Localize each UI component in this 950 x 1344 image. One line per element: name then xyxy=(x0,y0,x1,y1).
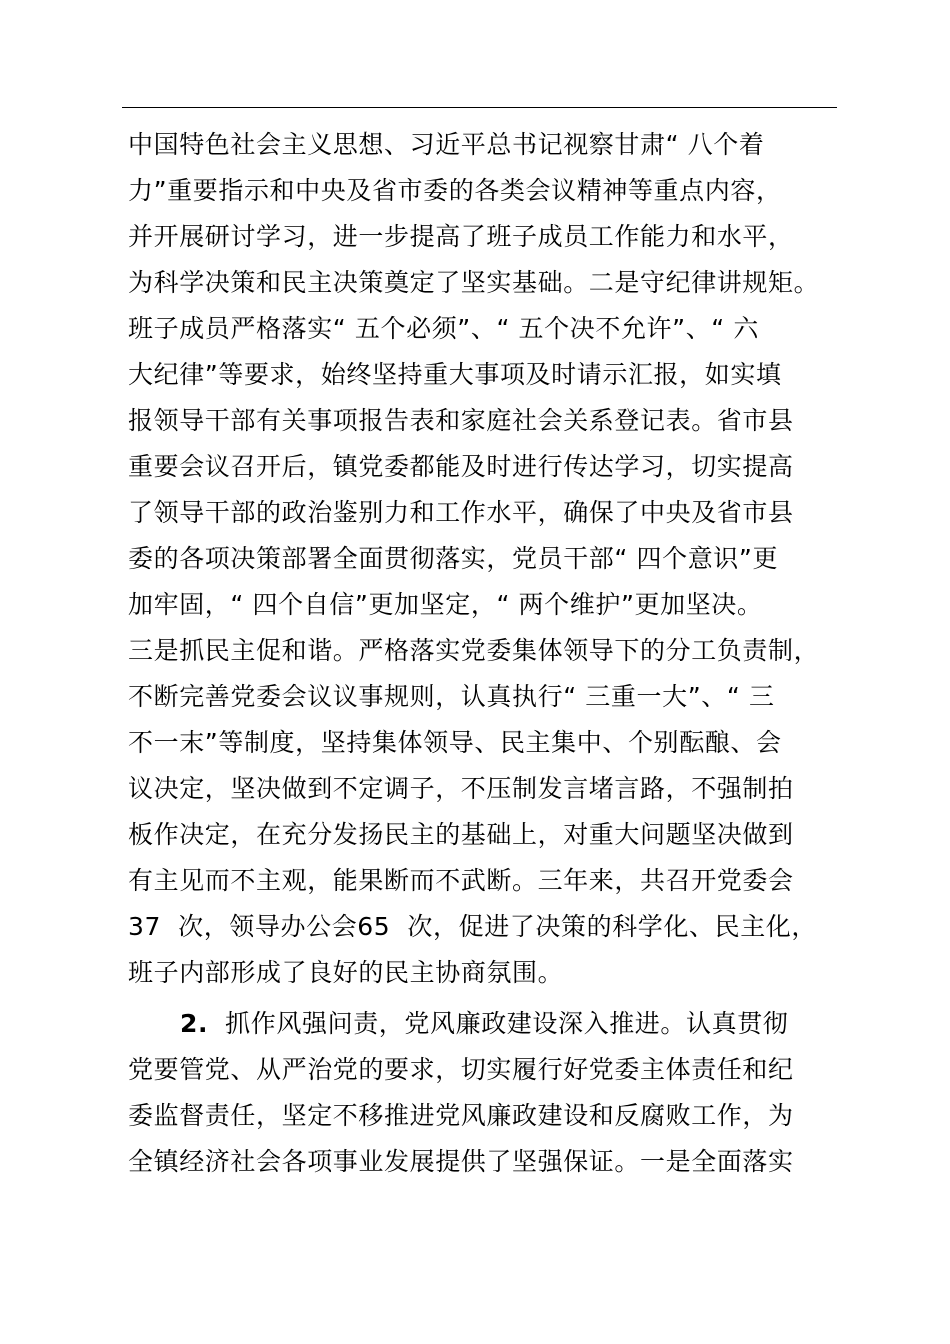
paragraph-1 xyxy=(128,126,840,1000)
text-line: 加牢固，“ 四个自信”更加坚定，“ 两个维护”更加坚决。 xyxy=(128,590,763,619)
text-line: 为科学决策和民主决策奠定了坚实基础。二是守纪律讲规矩。 xyxy=(128,268,820,297)
text-line: 不断完善党委会议议事规则，认真执行“ 三重一大”、“ 三 xyxy=(128,682,775,711)
section-number: 2. xyxy=(180,1009,209,1038)
paragraph-2 xyxy=(128,1005,840,1189)
text-line: 不一末”等制度，坚持集体领导、民主集中、个别酝酿、会 xyxy=(128,728,782,757)
text-line: 大纪律”等要求，始终坚持重大事项及时请示汇报，如实填 xyxy=(128,360,782,389)
text-line: 37 次，领导办公会65 次，促进了决策的科学化、民主化， xyxy=(128,912,818,941)
text-line: 报领导干部有关事项报告表和家庭社会关系登记表。省市县 xyxy=(128,406,794,435)
text-line: 委监督责任，坚定不移推进党风廉政建设和反腐败工作，为 xyxy=(128,1101,794,1130)
document-body xyxy=(128,126,840,1189)
section-heading-text: 抓作风强问责，党风廉政建设深入推进。认真贯彻 xyxy=(208,1009,789,1038)
text-line: 有主见而不主观，能果断而不武断。三年来，共召开党委会 xyxy=(128,866,794,895)
text-line: 议决定，坚决做到不定调子，不压制发言堵言路，不强制拍 xyxy=(128,774,794,803)
text-line: 并开展研讨学习，进一步提高了班子成员工作能力和水平， xyxy=(128,222,794,251)
text-line xyxy=(128,1005,840,1051)
header-rule xyxy=(122,107,837,108)
text-line: 力”重要指示和中央及省市委的各类会议精神等重点内容， xyxy=(128,176,782,205)
text-line: 重要会议召开后，镇党委都能及时进行传达学习，切实提高 xyxy=(128,452,794,481)
text-line: 党要管党、从严治党的要求，切实履行好党委主体责任和纪 xyxy=(128,1055,794,1084)
text-line: 了领导干部的政治鉴别力和工作水平，确保了中央及省市县 xyxy=(128,498,794,527)
text-line: 板作决定，在充分发扬民主的基础上，对重大问题坚决做到 xyxy=(128,820,794,849)
text-line: 班子内部形成了良好的民主协商氛围。 xyxy=(128,958,564,987)
text-line: 全镇经济社会各项事业发展提供了坚强保证。一是全面落实 xyxy=(128,1147,794,1176)
text-line: 班子成员严格落实“ 五个必须”、“ 五个决不允许”、“ 六 xyxy=(128,314,760,343)
text-line: 委的各项决策部署全面贯彻落实，党员干部“ 四个意识”更 xyxy=(128,544,779,573)
text-line: 中国特色社会主义思想、习近平总书记视察甘肃“ 八个着 xyxy=(128,130,765,159)
text-line: 三是抓民主促和谐。严格落实党委集体领导下的分工负责制， xyxy=(128,636,820,665)
